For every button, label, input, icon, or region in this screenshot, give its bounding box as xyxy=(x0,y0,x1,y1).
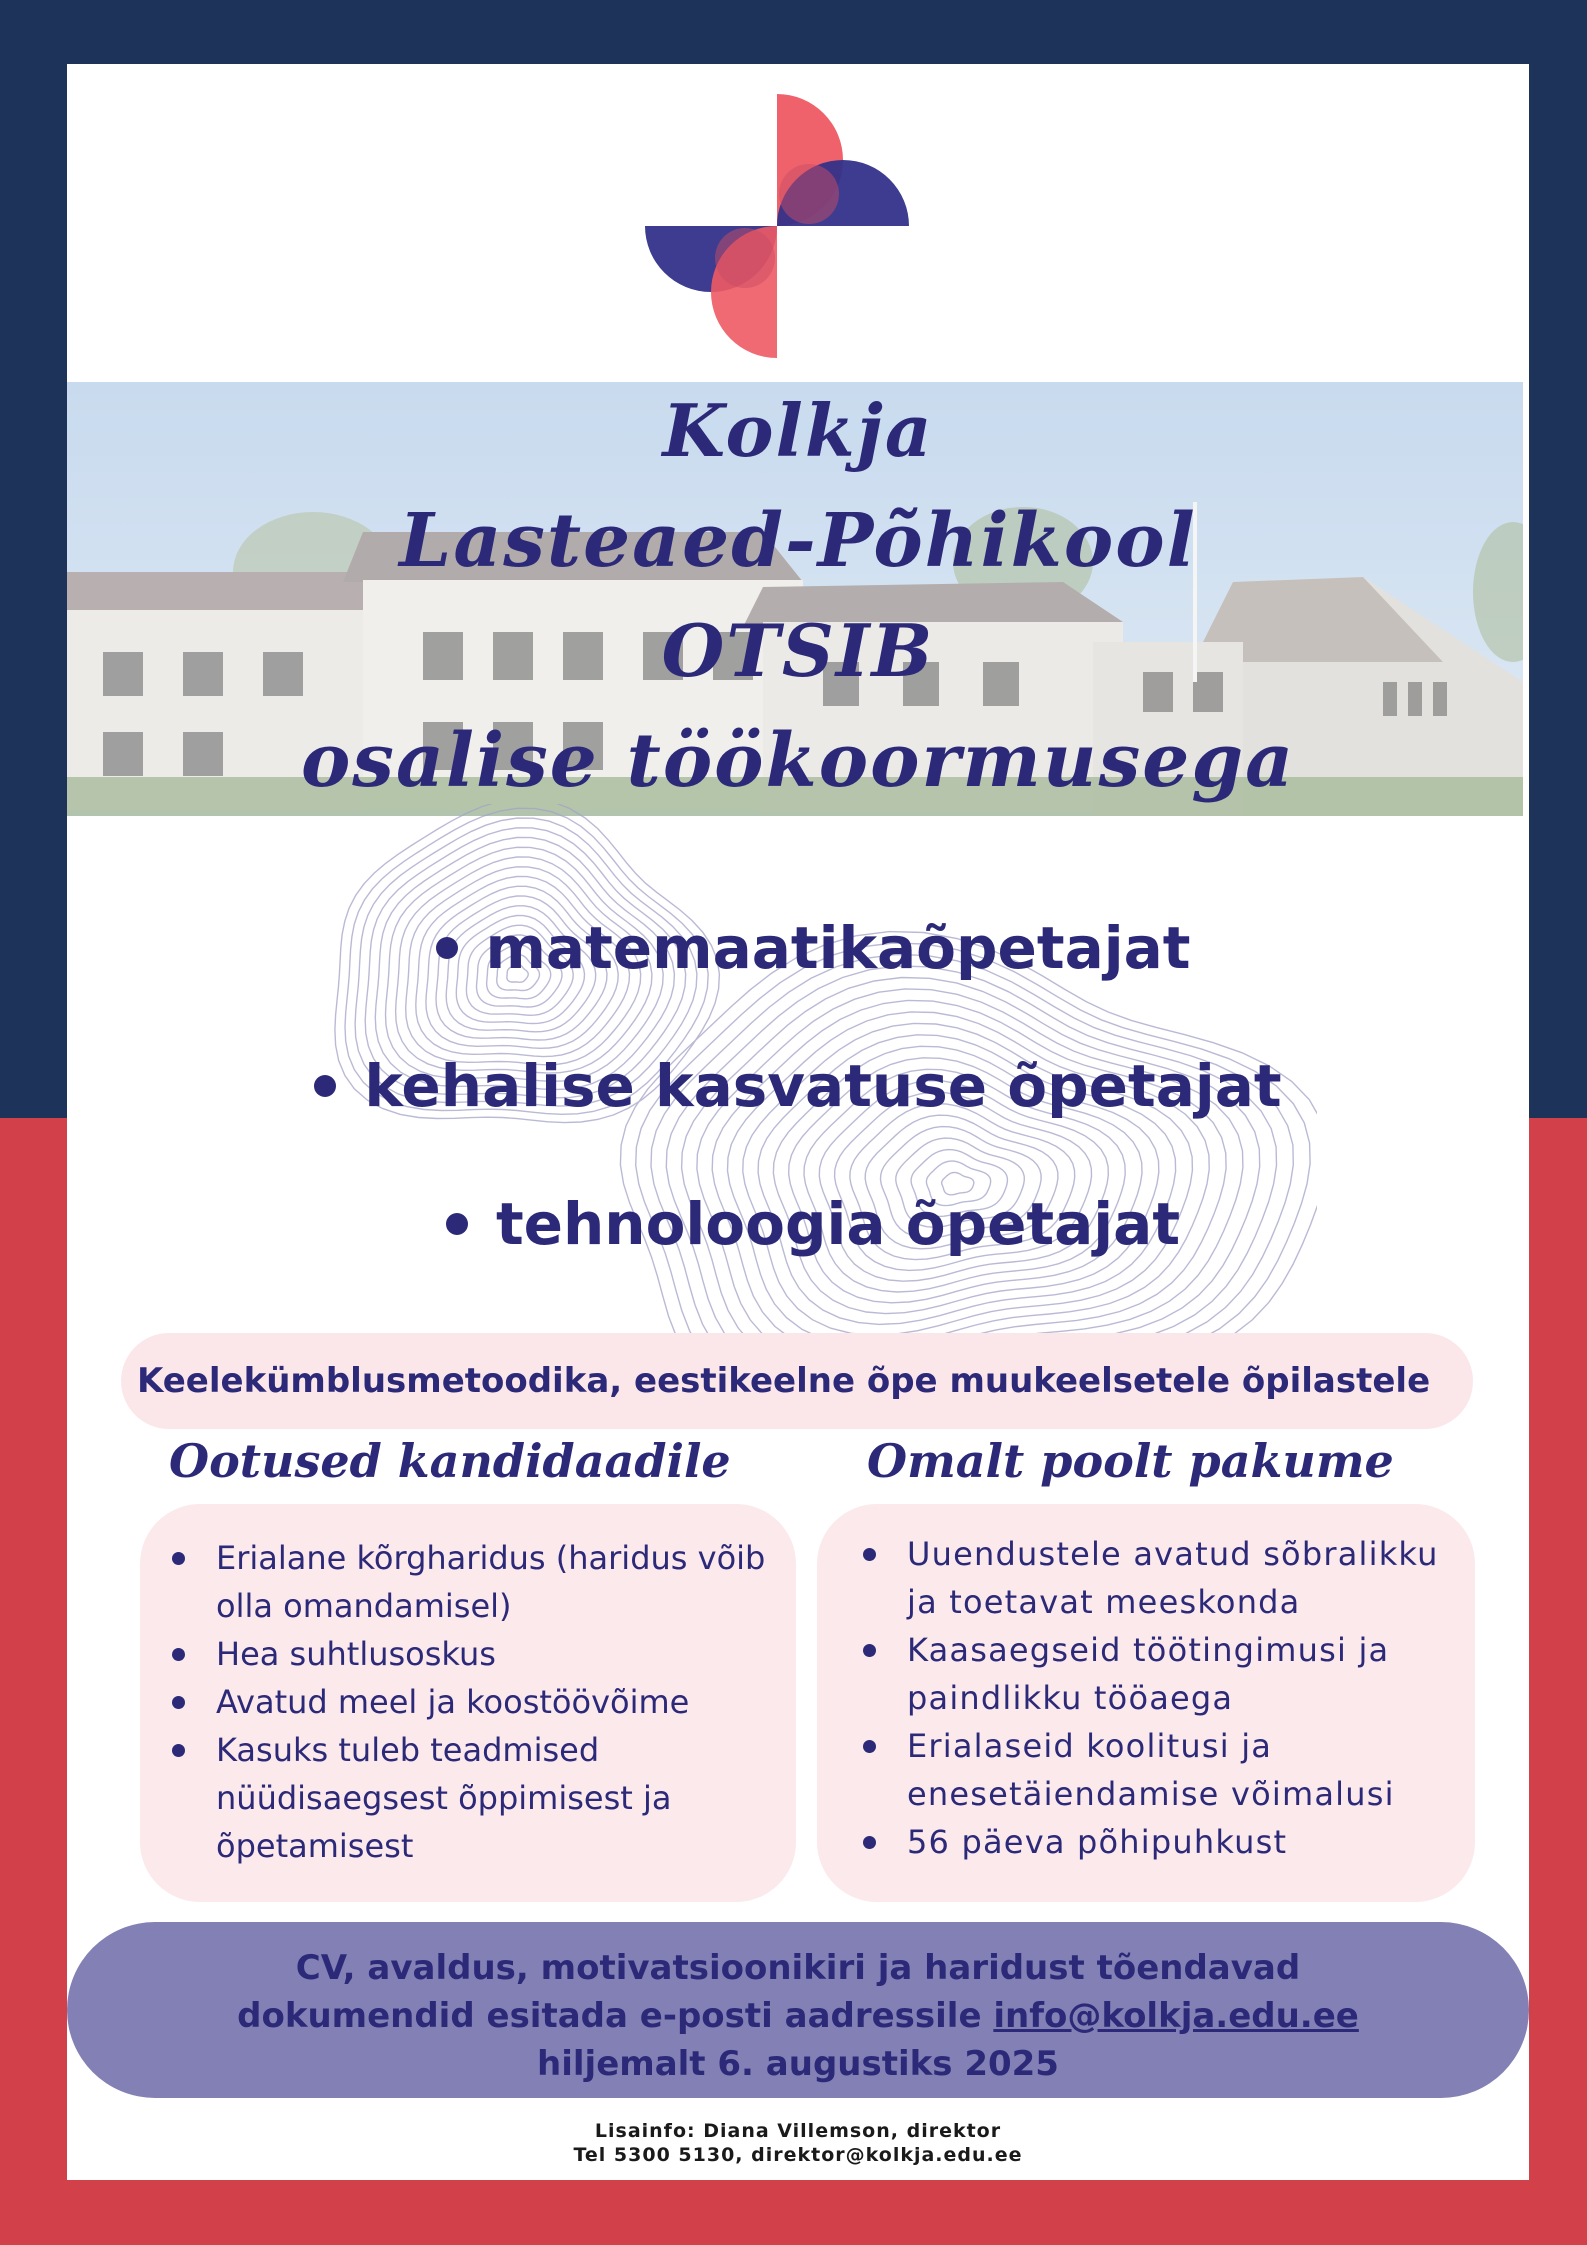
bullet-icon xyxy=(172,1696,185,1709)
bullet-icon xyxy=(863,1644,876,1657)
list-item-text: Hea suhtlusoskus xyxy=(216,1635,496,1673)
position-item xyxy=(67,879,1529,1017)
bullet-icon xyxy=(863,1836,876,1849)
bullet-icon xyxy=(172,1648,185,1661)
contact-person: Lisainfo: Diana Villemson, direktor xyxy=(594,2120,1002,2142)
list-item xyxy=(863,1722,1459,1818)
headline xyxy=(67,376,1529,816)
headline-school-name: Kolkja xyxy=(662,388,934,473)
methodology-text: Keelekümblusmetoodika, eestikeelne õpe muukeelsetele õpilastele xyxy=(137,1361,1431,1401)
methodology-banner xyxy=(121,1333,1473,1429)
email-link[interactable]: info@kolkja.edu.ee xyxy=(993,1996,1359,2036)
list-item-text: Uuendustele avatud sõbralikku ja toetavat meeskonda xyxy=(907,1535,1439,1621)
contact-details: Tel 5300 5130, direktor@kolkja.edu.ee xyxy=(573,2144,1023,2166)
headline-seeks: OTSIB xyxy=(661,608,935,693)
position-label: kehalise kasvatuse õpetajat xyxy=(364,1052,1282,1120)
apply-deadline: hiljemalt 6. augustiks 2025 xyxy=(537,2044,1059,2084)
bullet-icon xyxy=(863,1740,876,1753)
bullet-icon xyxy=(172,1552,185,1565)
list-item-text: Erialaseid koolitusi ja enesetäiendamise võimalusi xyxy=(907,1727,1395,1813)
list-item-text: 56 päeva põhipuhkust xyxy=(907,1823,1288,1861)
bullet-icon xyxy=(863,1548,876,1561)
position-label: matemaatikaõpetajat xyxy=(485,914,1191,982)
list-item xyxy=(172,1534,776,1630)
apply-line-2 xyxy=(67,1992,1529,2040)
apply-line-1: CV, avaldus, motivatsioonikiri ja haridust tõendavad xyxy=(295,1948,1301,1988)
list-item-text: Kaasaegseid töötingimusi ja paindlikku tööaega xyxy=(907,1631,1390,1717)
position-item xyxy=(67,1155,1529,1293)
list-item-text: Avatud meel ja koostöövõime xyxy=(216,1683,690,1721)
expectations-card xyxy=(140,1504,796,1902)
headline-workload: osalise töökoormusega xyxy=(300,718,1296,804)
bullet-icon xyxy=(446,1213,468,1235)
apply-line-2-text: dokumendid esitada e-posti aadressile xyxy=(237,1996,994,2036)
list-item xyxy=(863,1530,1459,1626)
bullet-icon xyxy=(314,1075,336,1097)
offer-card xyxy=(817,1504,1475,1902)
contact-info xyxy=(67,2119,1529,2167)
positions-list xyxy=(67,879,1529,1293)
position-item xyxy=(67,1017,1529,1155)
poster-sheet xyxy=(67,64,1529,2180)
position-label: tehnoloogia õpetajat xyxy=(495,1190,1181,1258)
school-logo-icon xyxy=(645,94,909,358)
list-item xyxy=(172,1678,776,1726)
bullet-icon xyxy=(436,937,458,959)
application-instructions xyxy=(67,1922,1529,2098)
offer-title: Omalt poolt pakume xyxy=(867,1434,1394,1488)
headline-school-type: Lasteaed-Põhikool xyxy=(399,498,1197,584)
list-item xyxy=(863,1626,1459,1722)
list-item-text: Erialane kõrgharidus (haridus võib olla omandamisel) xyxy=(216,1539,766,1625)
list-item xyxy=(172,1726,776,1870)
list-item xyxy=(863,1818,1459,1866)
list-item xyxy=(172,1630,776,1678)
expectations-title: Ootused kandidaadile xyxy=(169,1434,731,1488)
list-item-text: Kasuks tuleb teadmised nüüdisaegsest õppimisest ja õpetamisest xyxy=(216,1731,672,1865)
bullet-icon xyxy=(172,1744,185,1757)
